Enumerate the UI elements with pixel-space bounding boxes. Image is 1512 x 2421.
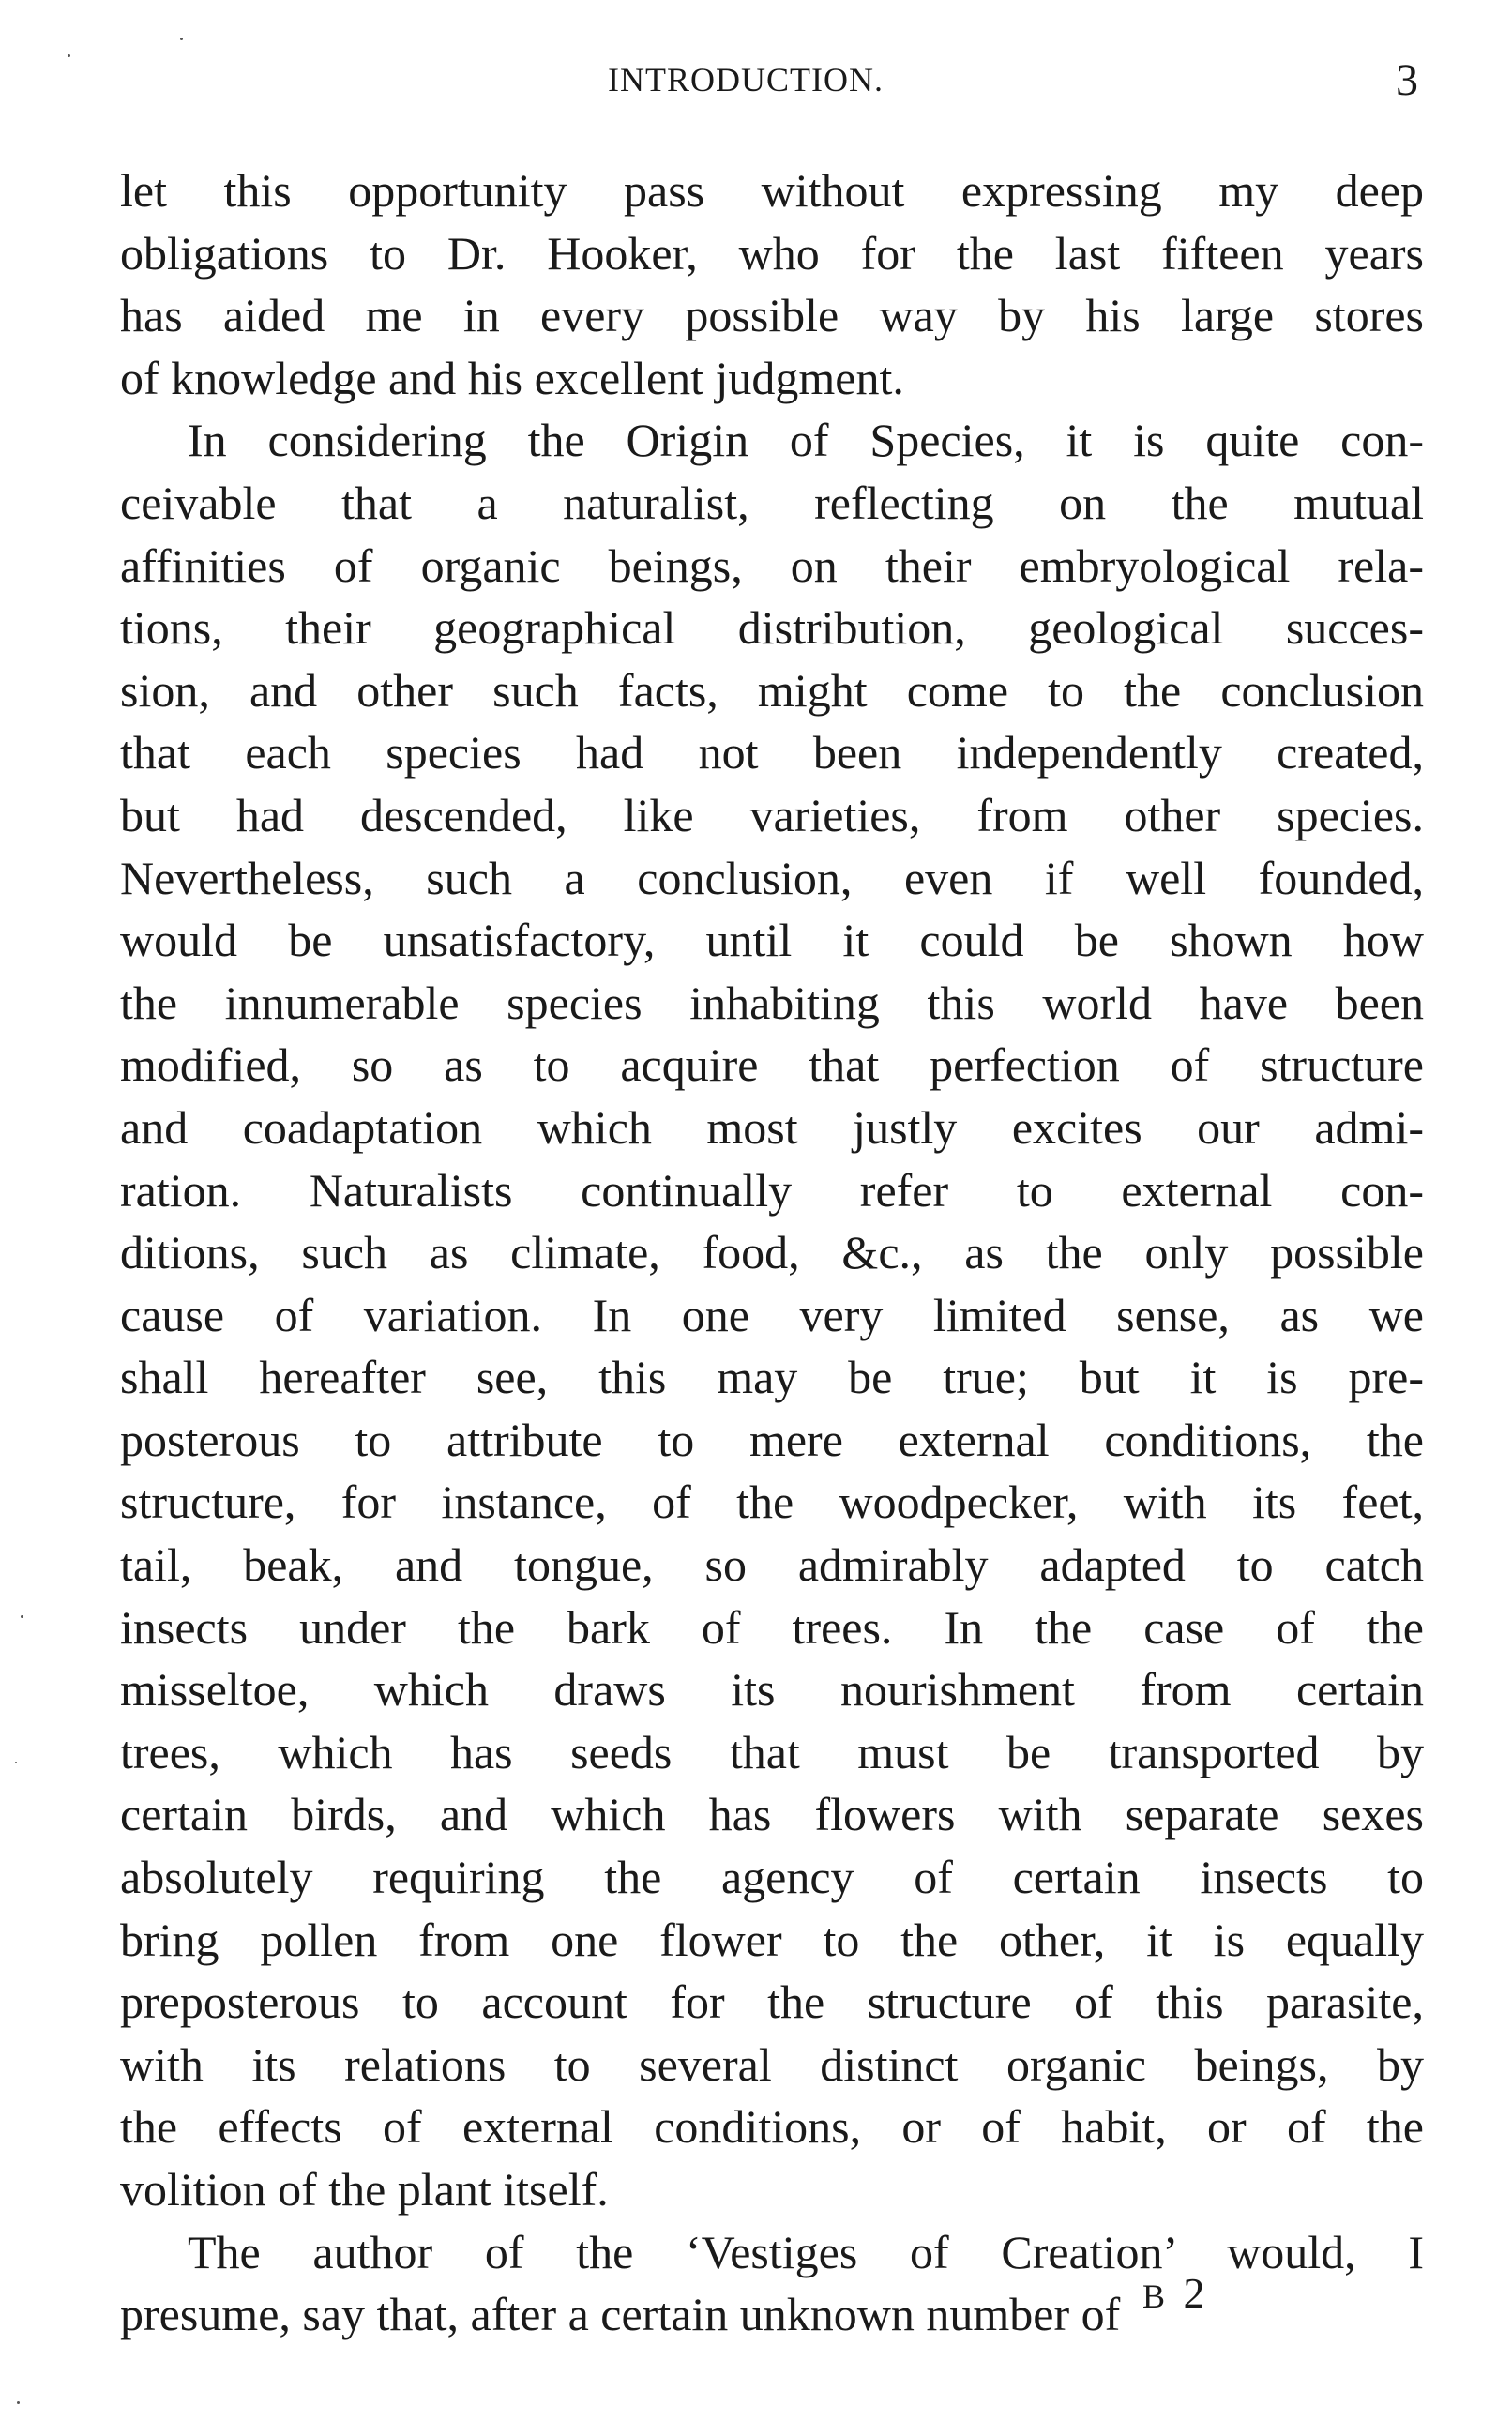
running-head [0, 54, 1512, 111]
text-line: obligations to Dr. Hooker, who for the last fifteen years [120, 226, 1424, 280]
text-line: let this opportunity pass without expressing my deep [120, 164, 1424, 217]
text-line: absolutely requiring the agency of certain insects to [120, 1851, 1424, 1904]
text-line: In considering the Origin of Species, it is quite con- [188, 414, 1424, 467]
paper-speck [15, 1762, 17, 1763]
text-line: affinities of organic beings, on their embryological rela- [120, 538, 1424, 592]
text-line: the effects of external conditions, or of habit, or of the [120, 2100, 1424, 2154]
paper-speck [17, 2401, 20, 2404]
text-line: insects under the bark of trees. In the case of the [120, 1600, 1424, 1654]
signature-number: 2 [1183, 2269, 1209, 2317]
text-line: modified, so as to acquire that perfection of structure [120, 1038, 1424, 1092]
paragraph [120, 2221, 1424, 2346]
text-line: presume, say that, after a certain unknown number of [120, 2288, 1121, 2341]
text-line: ration. Naturalists continually refer to external con- [120, 1163, 1424, 1217]
running-title: INTRODUCTION. [608, 61, 884, 98]
paragraph [120, 409, 1424, 2220]
text-line: would be unsatisfactory, until it could be shown how [120, 914, 1424, 967]
text-line: tail, beak, and tongue, so admirably adapted to catch [120, 1538, 1424, 1592]
text-line: of knowledge and his excellent judgment. [120, 351, 904, 404]
signature-letter: B [1142, 2277, 1170, 2315]
text-line: misseltoe, which draws its nourishment from certain [120, 1663, 1424, 1717]
text-line: shall hereafter see, this may be true; but it is pre- [120, 1351, 1424, 1404]
text-line: sion, and other such facts, might come to the conclusion [120, 663, 1424, 717]
paragraph [120, 159, 1424, 409]
paper-speck [21, 1615, 23, 1618]
text-line: but had descended, like varieties, from other species. [120, 788, 1424, 841]
text-line: ditions, such as climate, food, &c., as the only possible [120, 1226, 1424, 1279]
text-line: preposterous to account for the structure of this parasite, [120, 1975, 1424, 2029]
text-line: tions, their geographical distribution, geological succes- [120, 601, 1424, 655]
text-line: posterous to attribute to mere external conditions, the [120, 1413, 1424, 1466]
printer-signature-mark [1142, 2268, 1209, 2318]
text-line: ceivable that a naturalist, reflecting on the mutual [120, 476, 1424, 529]
paper-speck [68, 54, 70, 57]
text-line: and coadaptation which most justly excites our admi- [120, 1100, 1424, 1154]
text-line: cause of variation. In one very limited sense, as we [120, 1288, 1424, 1341]
text-line: volition of the plant itself. [120, 2163, 609, 2216]
text-line: trees, which has seeds that must be transported by [120, 1725, 1424, 1778]
text-line: structure, for instance, of the woodpecker, with its feet, [120, 1475, 1424, 1529]
text-line: certain birds, and which has flowers with separate sexes [120, 1788, 1424, 1841]
text-line: bring pollen from one flower to the other, it is equally [120, 1913, 1424, 1966]
text-line: the innumerable species inhabiting this world have been [120, 976, 1424, 1029]
body-text [120, 159, 1424, 2346]
page-number: 3 [1396, 55, 1418, 105]
text-line: has aided me in every possible way by his large stores [120, 289, 1424, 342]
text-line: with its relations to several distinct organic beings, by [120, 2037, 1424, 2091]
text-line: The author of the ‘Vestiges of Creation’ would, I [188, 2225, 1424, 2278]
paper-speck [180, 38, 183, 40]
text-line: that each species had not been independently created, [120, 726, 1424, 779]
text-line: Nevertheless, such a conclusion, even if well founded, [120, 851, 1424, 904]
